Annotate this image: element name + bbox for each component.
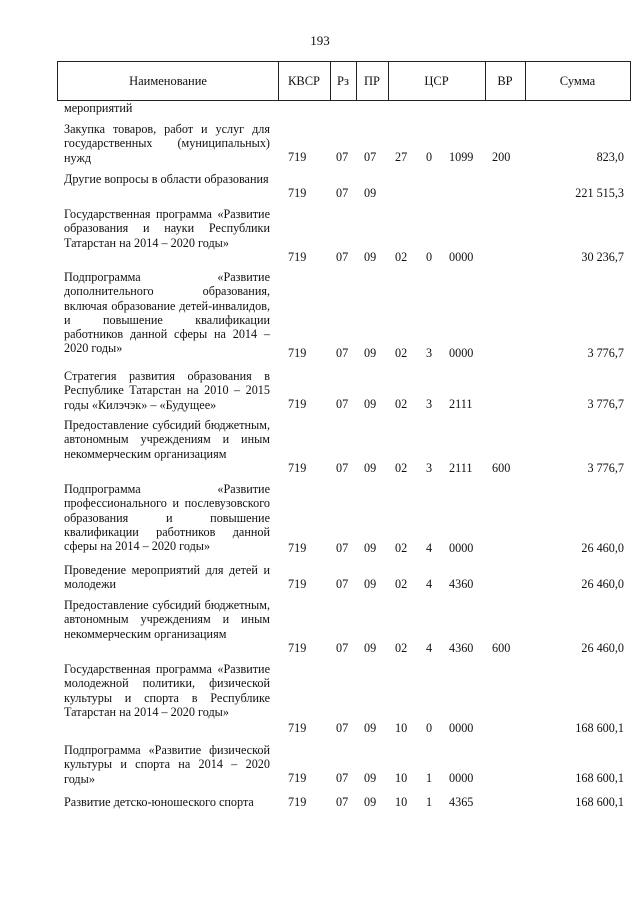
row-rz: 07 <box>336 641 349 655</box>
table-header <box>57 61 631 101</box>
row-csr3: 4360 <box>449 577 474 591</box>
row-kvsr: 719 <box>288 461 307 475</box>
row-name: Предоставление субсидий бюджетным, автономным учреждениям и иным некоммерческим организациям <box>64 598 270 641</box>
row-rz: 07 <box>336 461 349 475</box>
row-name: Подпрограмма «Развитие профессионального и послевузовского образования и повышение квалификации работников данной сферы на 2014 – 2020 годы» <box>64 482 270 554</box>
row-sum: 26 460,0 <box>581 541 624 555</box>
row-csr3: 4365 <box>449 795 474 809</box>
row-csr1: 10 <box>395 721 408 735</box>
row-sum: 823,0 <box>596 150 624 164</box>
row-rz: 07 <box>336 250 349 264</box>
row-csr3: 2111 <box>449 397 473 411</box>
row-kvsr: 719 <box>288 577 307 591</box>
row-vr: 600 <box>492 461 511 475</box>
row-sum: 168 600,1 <box>575 721 624 735</box>
row-csr1: 02 <box>395 250 408 264</box>
row-pr: 09 <box>364 771 377 785</box>
row-name: Государственная программа «Развитие молодежной политики, физической культуры и спорта в Республике Татарстан на 2014 – 2020 годы» <box>64 662 270 719</box>
row-rz: 07 <box>336 795 349 809</box>
row-csr3: 1099 <box>449 150 474 164</box>
header-kvsr: КВСР <box>278 62 331 100</box>
row-kvsr: 719 <box>288 541 307 555</box>
row-pr: 09 <box>364 461 377 475</box>
row-sum: 3 776,7 <box>587 397 624 411</box>
row-pr: 07 <box>364 150 377 164</box>
row-csr1: 10 <box>395 771 408 785</box>
row-csr1: 27 <box>395 150 408 164</box>
header-name: Наименование <box>58 62 279 100</box>
row-rz: 07 <box>336 397 349 411</box>
row-csr3: 0000 <box>449 250 474 264</box>
row-kvsr: 719 <box>288 721 307 735</box>
row-kvsr: 719 <box>288 795 307 809</box>
row-kvsr: 719 <box>288 641 307 655</box>
row-name: Развитие детско-юношеского спорта <box>64 795 254 809</box>
row-csr2: 0 <box>426 150 433 164</box>
row-name: Предоставление субсидий бюджетным, автономным учреждениям и иным некоммерческим организациям <box>64 418 270 461</box>
row-csr3: 2111 <box>449 461 473 475</box>
header-sum: Сумма <box>559 74 596 88</box>
row-sum: 221 515,3 <box>575 186 624 200</box>
row-name: Государственная программа «Развитие образования и науки Республики Татарстан на 2014 – 2020 годы» <box>64 207 270 250</box>
row-vr: 200 <box>492 150 511 164</box>
row-name: Подпрограмма «Развитие дополнительного образования, включая образование детей-инвалидов, и повышение квалификации работников данной сферы на 2014 – 2020 годы» <box>64 270 270 356</box>
row-pr: 09 <box>364 250 377 264</box>
row-pr: 09 <box>364 577 377 591</box>
row-pr: 09 <box>364 721 377 735</box>
row-csr2: 3 <box>426 346 433 360</box>
row-rz: 07 <box>336 577 349 591</box>
row-csr3: 0000 <box>449 346 474 360</box>
row-csr1: 10 <box>395 795 408 809</box>
row-sum: 30 236,7 <box>581 250 624 264</box>
row-kvsr: 719 <box>288 346 307 360</box>
row-csr1: 02 <box>395 641 408 655</box>
row-pr: 09 <box>364 186 377 200</box>
row-name: Стратегия развития образования в Республике Татарстан на 2010 – 2015 годы «Килэчэк» – «Будущее» <box>64 369 270 412</box>
row-csr2: 4 <box>426 641 433 655</box>
row-pr: 09 <box>364 641 377 655</box>
row-kvsr: 719 <box>288 250 307 264</box>
row-csr2: 0 <box>426 721 433 735</box>
header-rz: Рз <box>330 62 357 100</box>
page-number: 193 <box>310 33 330 48</box>
row-name: Подпрограмма «Развитие физической культуры и спорта на 2014 – 2020 годы» <box>64 743 270 786</box>
row-rz: 07 <box>336 346 349 360</box>
header-csr: ЦСР <box>388 62 486 100</box>
row-rz: 07 <box>336 541 349 555</box>
row-csr2: 3 <box>426 397 433 411</box>
row-csr1: 02 <box>395 346 408 360</box>
row-name: Другие вопросы в области образования <box>64 172 269 186</box>
row-kvsr: 719 <box>288 186 307 200</box>
row-pr: 09 <box>364 541 377 555</box>
header-pr: ПР <box>356 62 389 100</box>
row-kvsr: 719 <box>288 150 307 164</box>
row-vr: 600 <box>492 641 511 655</box>
row-csr1: 02 <box>395 397 408 411</box>
row-pr: 09 <box>364 795 377 809</box>
row-csr3: 0000 <box>449 721 474 735</box>
row-csr2: 3 <box>426 461 433 475</box>
row-csr2: 1 <box>426 771 433 785</box>
row-kvsr: 719 <box>288 771 307 785</box>
row-csr2: 1 <box>426 795 433 809</box>
row-sum: 3 776,7 <box>587 461 624 475</box>
row-rz: 07 <box>336 186 349 200</box>
header-vr: ВР <box>485 62 526 100</box>
row-sum: 168 600,1 <box>575 771 624 785</box>
row-name: Проведение мероприятий для детей и молодежи <box>64 563 270 592</box>
row-csr2: 4 <box>426 541 433 555</box>
row-pr: 09 <box>364 397 377 411</box>
row-csr1: 02 <box>395 541 408 555</box>
row-rz: 07 <box>336 771 349 785</box>
row-sum: 26 460,0 <box>581 577 624 591</box>
row-csr3: 0000 <box>449 771 474 785</box>
row-rz: 07 <box>336 150 349 164</box>
row-csr1: 02 <box>395 577 408 591</box>
row-csr1: 02 <box>395 461 408 475</box>
row-sum: 26 460,0 <box>581 641 624 655</box>
row-kvsr: 719 <box>288 397 307 411</box>
row-csr3: 4360 <box>449 641 474 655</box>
row-name: Закупка товаров, работ и услуг для государственных (муниципальных) нужд <box>64 122 270 165</box>
row-sum: 168 600,1 <box>575 795 624 809</box>
row-csr2: 0 <box>426 250 433 264</box>
continuation-text: мероприятий <box>64 101 133 115</box>
row-csr2: 4 <box>426 577 433 591</box>
row-rz: 07 <box>336 721 349 735</box>
row-csr3: 0000 <box>449 541 474 555</box>
row-pr: 09 <box>364 346 377 360</box>
row-sum: 3 776,7 <box>587 346 624 360</box>
